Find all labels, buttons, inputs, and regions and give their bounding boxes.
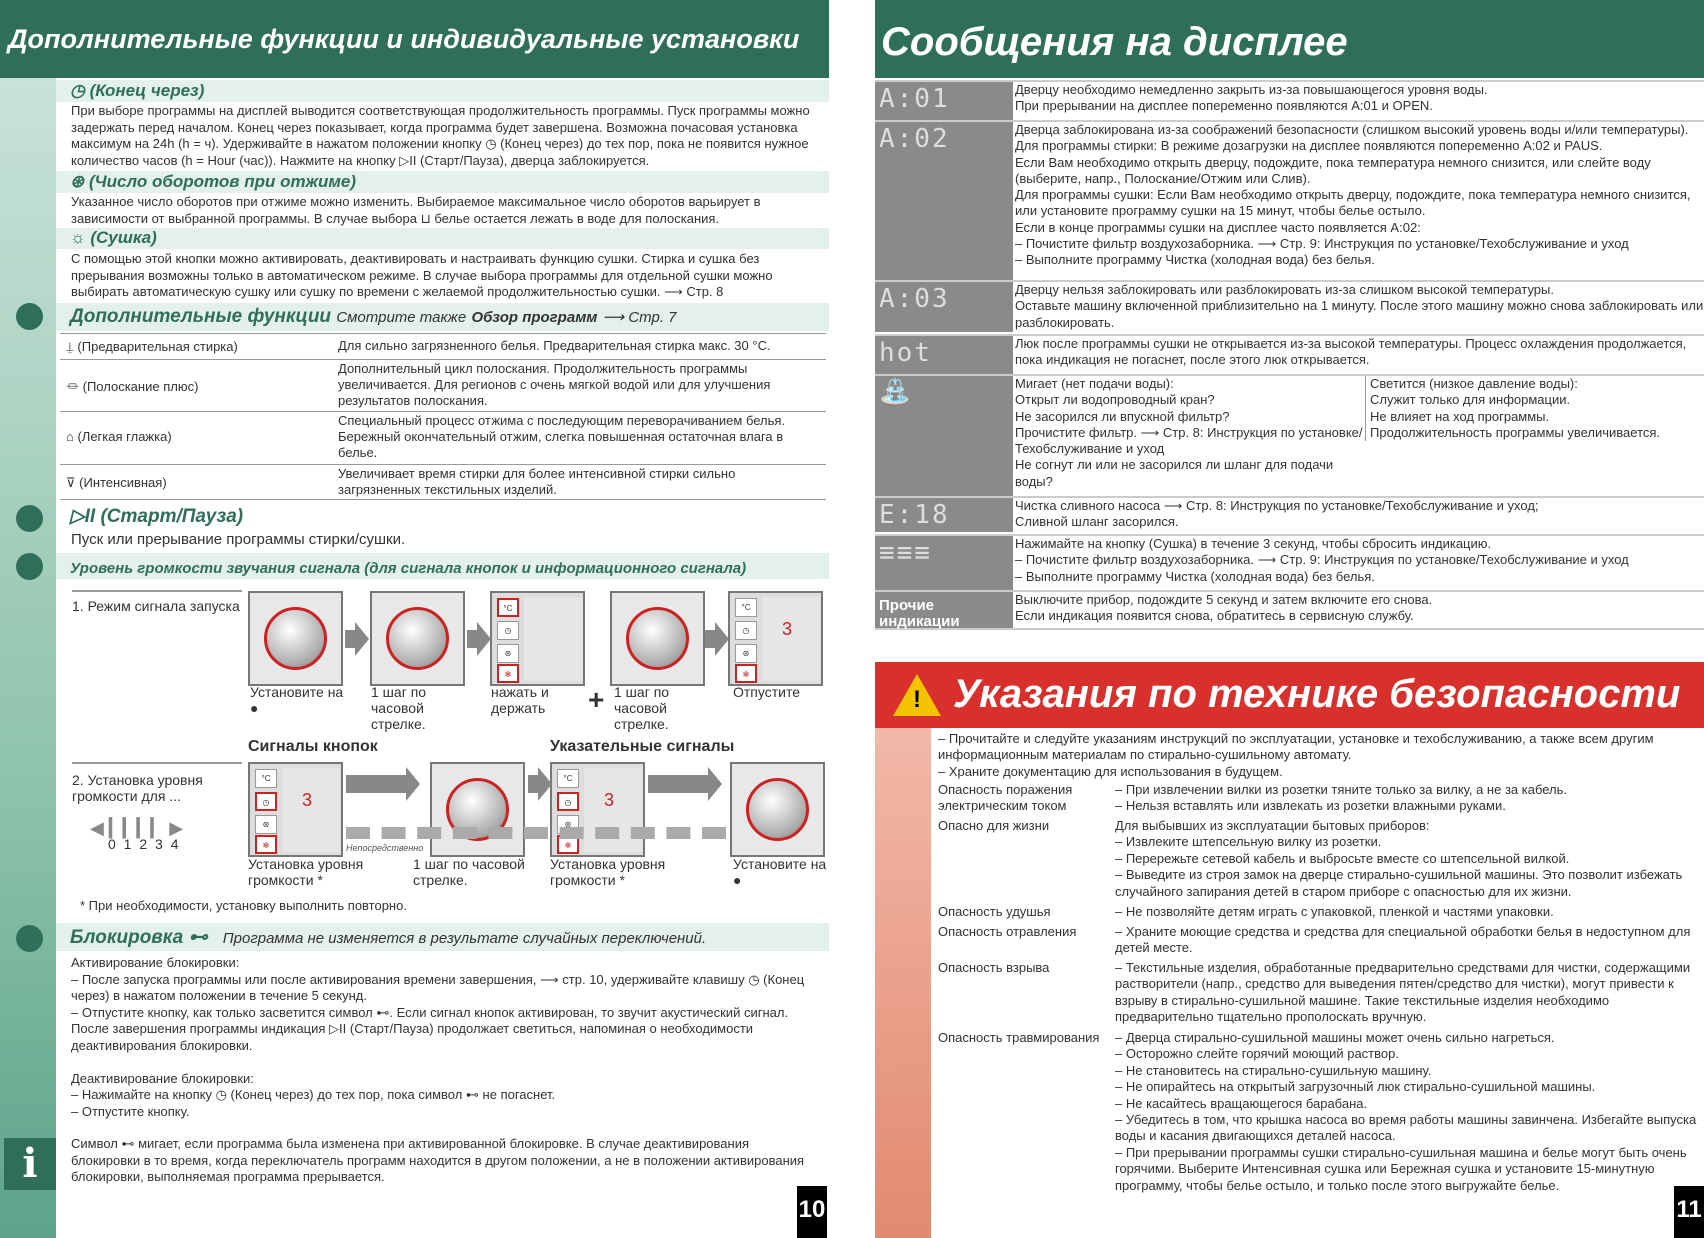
direct-label: Непосредственно — [346, 843, 424, 853]
function-row: ⊽ (Интенсивная) Увеличивает время стирки для более интенсивной стирки сильно загрязненных текстильных изделий. — [60, 464, 826, 500]
safety-item: – Дверца стирально-сушильной машины может очень сильно нагреться. – Осторожно слейте горячий моющий раствор. – Не становитесь на стирально-сушильную машину. – Не опирайтесь на открытый загрузочный люк стирально-сушильной машины. – Не касайтесь вращающегося барабана. – Убедитесь в том, что крышка насоса во время работы машины завинчена. Избегайте выпуска воды и касания двигающихся деталей насоса. – При прерывании программы сушки стирально-сушильная машина и белье могут быть очень горячими. Выберите Интенсивная сушка или Бережная сушка и установите 15-минутную программу, чтобы белье остыло, и только после этого выгружайте белье. — [1115, 1030, 1697, 1193]
safety-category: Опасность удушья — [938, 904, 1051, 919]
safety-title: Указания по технике безопасности — [953, 672, 1681, 716]
step-label: нажать и держать — [491, 684, 549, 716]
button-panel: °C ◷ ⊛ ✻ 3 — [550, 762, 645, 857]
volume-heading: Уровень громкости звучания сигнала (для сигнала кнопок и информационного сигнала) — [70, 560, 747, 577]
safety-sidebar — [875, 728, 931, 1238]
dry-text: С помощью этой кнопки можно активировать, деактивировать и настраивать функцию сушки. Стирка и сушка без прерывания возможны только в автоматическом режиме. В случае выбора программы для отдельной сушки можно выбирать автоматическую сушку или сушку по времени с желаемой продолжительностью сушки. ⟶ Стр. 8 — [71, 251, 773, 299]
mode2-label: 2. Установка уровня громкости для ... — [72, 772, 203, 804]
lock-text: Активирование блокировки: – После запуска программы или после активирования времени завершения, ⟶ стр. 10, удерживайте клавишу ◷ (Конец через) в нажатом положении в течение 5 секунд. – Отпустите кнопку, как только засветится символ ⊷. Если сигнал кнопок активирован, то звучит акустический сигнал. После завершения программы индикация ▷II (Старт/Пауза) продолжает светиться, напоминая о необходимости деактивирования блокировки. Деактивирование блокировки: – Нажимайте на кнопку ◷ (Конец через) до тех пор, пока символ ⊷ не погаснет. – Отпустите кнопку. — [71, 955, 805, 1119]
message-row: Прочие индикации Выключите прибор, подождите 5 секунд и затем включите его снова. Если индикация появится снова, обратитесь в сервисную службу. — [875, 590, 1704, 630]
plus-sign: + — [588, 684, 605, 715]
message-row: A:03 Дверцу нельзя заблокировать или разблокировать из-за слишком высокой температуры. Оставьте машину включенной приблизительно на 1 минуту. После этого машину можно снова заблокировать или разблокировать. — [875, 280, 1704, 332]
step-label: Установите на ● — [733, 856, 827, 888]
lock-heading: Блокировка ⊷ Программа не изменяется в результате случайных переключений. — [70, 927, 707, 948]
step-label: Установите на ● — [250, 684, 344, 716]
step-label: 1 шаг по часовой стрелке. — [371, 684, 427, 732]
display-code: A:02 — [875, 122, 1013, 280]
safety-item: – При извлечении вилки из розетки тяните только за вилку, а не за кабель. – Нельзя вставлять или извлекать из розетки влажными руками. — [1115, 782, 1568, 814]
left-page-title: Дополнительные функции и индивидуальные установки — [8, 24, 800, 54]
volume-note: * При необходимости, установку выполнить повторно. — [80, 898, 407, 913]
info-signals-label: Указательные сигналы — [550, 738, 735, 755]
spin-heading: ⊛ (Число оборотов при отжиме) — [70, 172, 357, 191]
info-icon: i — [4, 1138, 56, 1190]
message-row: A:01 Дверцу необходимо немедленно закрыть из-за повышающегося уровня воды. При прерывании на дисплее попеременно появляются A:01 и OPEN. — [875, 80, 1704, 120]
program-knob — [430, 762, 525, 857]
start-pause-heading: ▷II (Старт/Пауза) — [70, 506, 244, 527]
message-row: A:02 Дверца заблокирована из-за соображений безопасности (слишком высокий уровень воды и/или температуры). Для программы стирки: В режиме дозагрузки на дисплее появляются попеременно A:02 и PAUS. Если Вам необходимо открыть дверцу, подождите, пока температура немного снизится, или слейте воду (выберите, напр., Полоскание/Отжим или Слив). Для программы сушки: Если Вам необходимо открыть дверцу, подождите, пока температура немного снизится, или установите программу сушки на 15 минут, чтобы белье остыло. Если в конце программы сушки на дисплее часто появляется A:02: – Почистите фильтр воздухозаборника. ⟶ Стр. 9: Инструкция по установке/Техобслуживание и уход – Выполните программу Чистка (холодная вода) без белья. — [875, 120, 1704, 280]
end-time-heading: ◷ (Конец через) — [70, 81, 205, 100]
function-row: ⏛ (Полоскание плюс) Дополнительный цикл полоскания. Продолжительность программы увеличивается. Для регионов с очень мягкой водой или для улучшения результатов полоскания. — [60, 359, 826, 411]
safety-item: – Не позволяйте детям играть с упаковкой, пленкой и частями упаковки. — [1115, 904, 1554, 919]
left-sidebar — [0, 78, 56, 1238]
safety-intro: – Прочитайте и следуйте указаниям инструкций по эксплуатации, установке и техобслуживанию, а также всем другим информационным материалам по стирально-сушильному автомату. – Храните документацию для использования в будущем. — [938, 731, 1654, 779]
section-dot — [16, 925, 43, 952]
volume-scale-icon: ◀ ▎▎▎▎ ▶ — [90, 818, 184, 838]
function-row: ⌂ (Легкая глажка) Специальный процесс отжима с последующим переворачиванием белья. Бережный окончательный отжим, слегка повышенная остаточная влага в белье. — [60, 411, 826, 464]
tap-icon: ⛲ — [875, 376, 1013, 496]
program-knob — [370, 591, 465, 686]
message-row: ⛲ Мигает (нет подачи воды): Открыт ли водопроводный кран? Не засорился ли впускной фильтр? Прочистите фильтр. ⟶ Стр. 8: Инструкция по установке/Техобслуживание и уход Не согнут ли или не засорился ли шланг для подачи воды? Светится (низкое давление воды): Служит только для информации. Не влияет на ход программы. Продолжительность программы увеличивается. — [875, 374, 1704, 496]
end-time-text: При выборе программы на дисплей выводится соответствующая продолжительность программы. Пуск программы можно задержать перед началом. Конец через показывает, когда программа будет завершена. Возможна почасовая установка максимум на 24h (h = ч). Удерживайте в нажатом положении кнопку ◷ (Конец через) до тех пор, пока не появится нужное количество часов (h = Hour (час)). Нажмите на кнопку ▷II (Старт/Пауза), дверца заблокируется. — [71, 103, 810, 168]
spin-text: Указанное число оборотов при отжиме можно изменить. Выбираемое максимальное число оборотов варьирует в зависимости от выбранной программы. В случае выбора ⊔ белье остается лежать в воде для полоскания. — [71, 194, 761, 226]
right-page-title: Сообщения на дисплее — [881, 20, 1348, 64]
display-code: hot — [875, 336, 1013, 374]
message-row: E:18 Чистка сливного насоса ⟶ Стр. 8: Инструкция по установке/Техобслуживание и уход; Сливной шланг засорился. — [875, 496, 1704, 532]
step-label: 1 шаг по часовой стрелке. — [614, 684, 670, 732]
dry-heading: ☼ (Сушка) — [70, 228, 157, 247]
section-dot — [16, 553, 43, 580]
safety-item: Для выбывших из эксплуатации бытовых приборов: – Извлеките штепсельную вилку из розетки. – Перережьте сетевой кабель и выбросьте вместе со штепсельной вилкой. – Выведите из строя замок на дверце стирально-сушильной машины. Это позволит избежать случайного запирания детей в старом приборе с опасностью для их жизни. — [1115, 818, 1683, 899]
display-code: E:18 — [875, 498, 1013, 532]
step-label: Установка уровня громкости * — [550, 856, 666, 888]
right-page-header — [875, 0, 1704, 78]
key-signals-label: Сигналы кнопок — [248, 738, 378, 755]
safety-category: Опасность поражения электрическим током — [938, 782, 1073, 814]
step-label: 1 шаг по часовой стрелке. — [413, 856, 525, 888]
page-number-left: 10 — [797, 1186, 827, 1238]
left-page-header — [0, 0, 829, 78]
safety-category: Опасность взрыва — [938, 960, 1050, 975]
display-code: A:01 — [875, 82, 1013, 120]
start-pause-text: Пуск или прерывание программы стирки/сушки. — [71, 531, 406, 548]
safety-category: Опасность отравления — [938, 924, 1077, 939]
volume-scale: 0 1 2 3 4 — [108, 836, 181, 852]
display-code: Прочие индикации — [875, 592, 1013, 628]
display-code: ≡≡≡ — [875, 536, 1013, 590]
extra-functions-heading: Дополнительные функции Смотрите также Обзор программ ⟶ Стр. 7 — [70, 306, 677, 327]
button-panel: °C ◷ ⊛ ✻ — [490, 591, 585, 686]
safety-category: Опасно для жизни — [938, 818, 1050, 833]
mode1-label: 1. Режим сигнала запуска — [72, 598, 240, 614]
safety-item: – Храните моющие средства и средства для специальной обработки белья в недоступном для детей месте. — [1115, 924, 1691, 956]
step-label: Отпустите — [733, 684, 800, 700]
safety-category: Опасность травмирования — [938, 1030, 1100, 1045]
info-text: Символ ⊷ мигает, если программа была изменена при активированной блокировке. В случае деактивирования блокировки в то время, когда переключатель программ находится в другом положении, а не в положении активирования блокировки, выполняемая программа прерывается. — [71, 1136, 805, 1184]
display-code: A:03 — [875, 282, 1013, 332]
program-knob — [730, 762, 825, 857]
button-panel: °C ◷ ⊛ ✻ 3 — [728, 591, 823, 686]
page-number-right: 11 — [1674, 1186, 1704, 1238]
program-knob — [610, 591, 705, 686]
message-row: hot Люк после программы сушки не открывается из-за высокой температуры. Процесс охлаждения продолжается, пока индикация не погаснет, после этого люк открывается. — [875, 334, 1704, 374]
section-dot — [16, 505, 43, 532]
safety-banner: ! Указания по технике безопасности — [875, 662, 1704, 728]
safety-item: – Текстильные изделия, обработанные предварительно средствами для чистки, содержащими растворители (напр., средство для выведения пятен/средство для чистки), могут привести к взрыву в стирально-сушильной машине. Такие текстильные изделия необходимо предварительно тщательно прополоскать вручную. — [1115, 960, 1691, 1025]
function-row: ⍊ (Предварительная стирка) Для сильно загрязненного белья. Предварительная стирка макс. 30 °C. — [60, 333, 826, 359]
program-knob — [248, 591, 343, 686]
message-row: ≡≡≡ Нажимайте на кнопку (Сушка) в течение 3 секунд, чтобы сбросить индикацию. – Почистите фильтр воздухозаборника. ⟶ Стр. 9: Инструкция по установке/Техобслуживание и уход – Выполните программу Чистка (холодная вода) без белья. — [875, 534, 1704, 590]
button-panel: °C ◷ ⊛ ✻ 3 — [248, 762, 343, 857]
step-label: Установка уровня громкости * — [248, 856, 364, 888]
section-dot — [16, 303, 43, 330]
